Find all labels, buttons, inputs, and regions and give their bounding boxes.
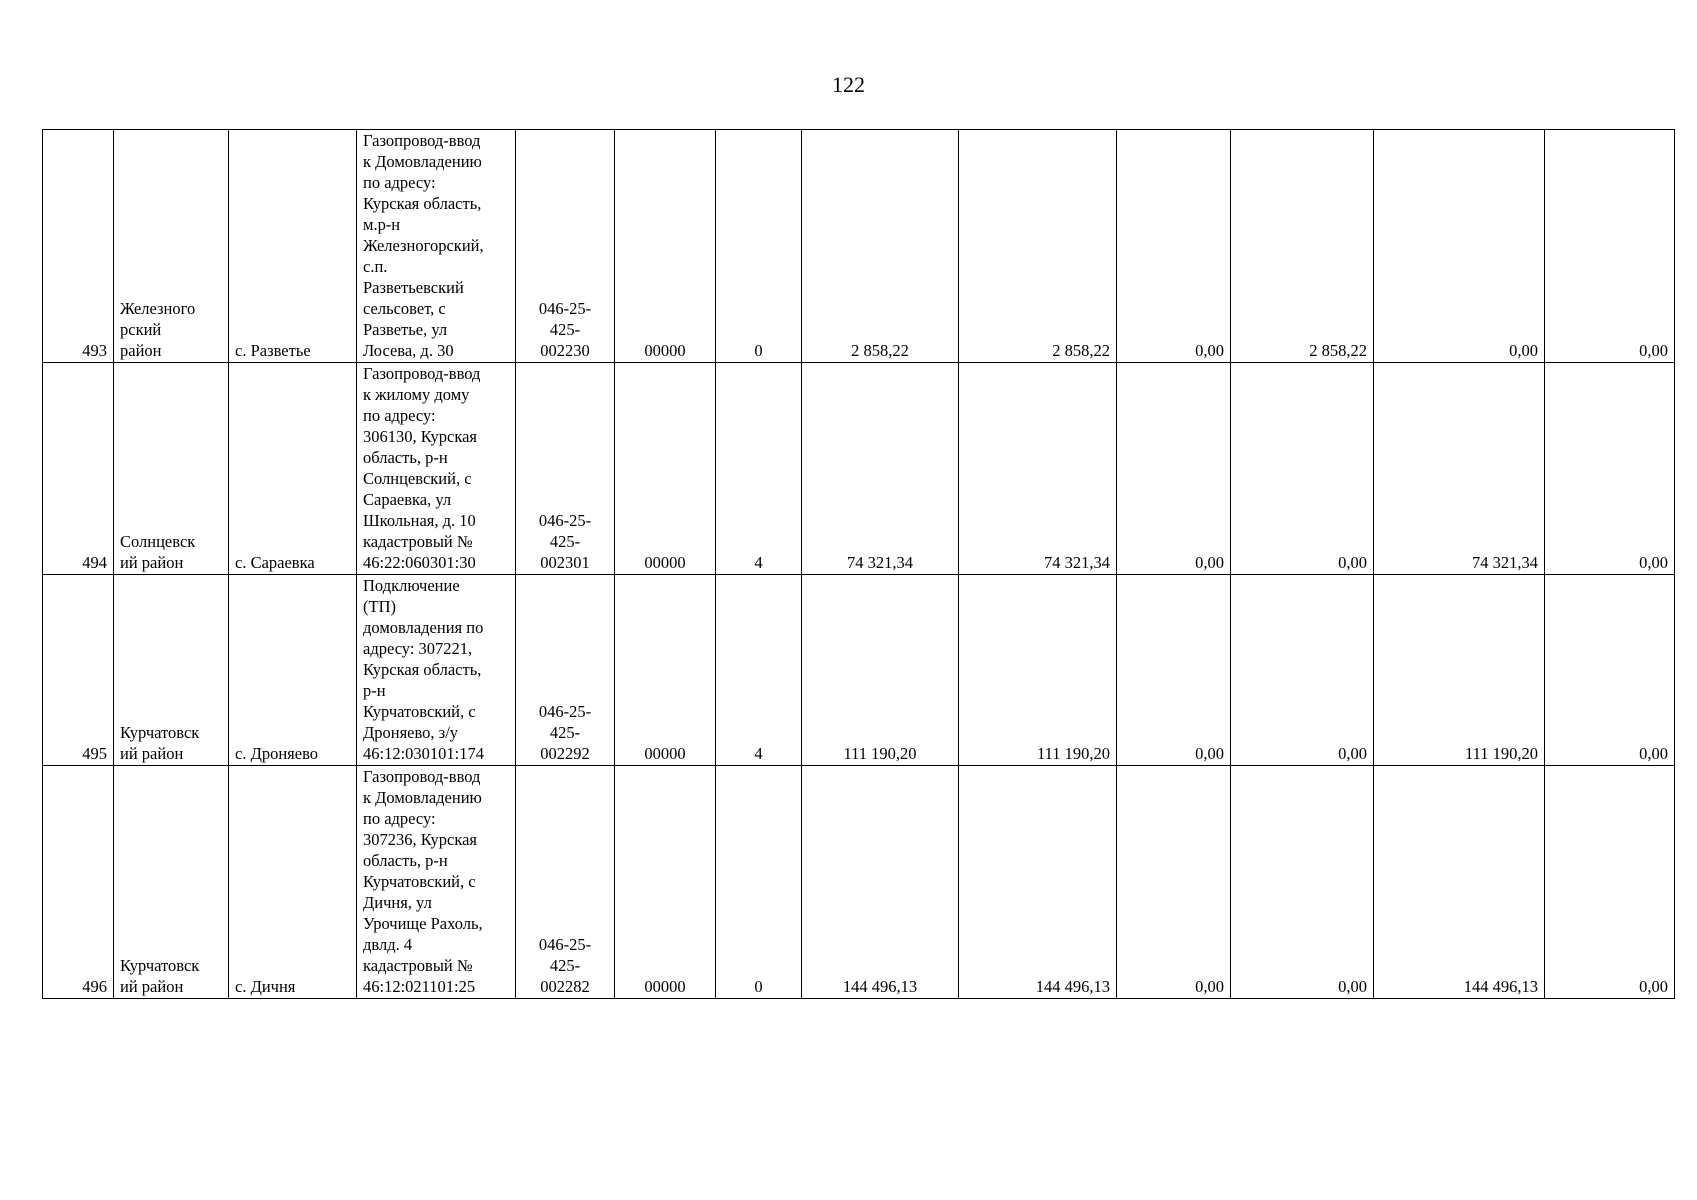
kbk-cell: 00000 bbox=[615, 363, 716, 575]
register-table bbox=[42, 129, 1675, 999]
settlement-cell: с. Дичня bbox=[229, 766, 357, 999]
amount-cell-2: 144 496,13 bbox=[959, 766, 1117, 999]
object-code-cell: 046-25- 425- 002230 bbox=[516, 130, 615, 363]
amount-cell-4: 0,00 bbox=[1231, 766, 1374, 999]
type-cell: 0 bbox=[716, 766, 802, 999]
type-cell: 0 bbox=[716, 130, 802, 363]
settlement-cell: с. Сараевка bbox=[229, 363, 357, 575]
row-number: 495 bbox=[43, 575, 114, 766]
amount-cell-4: 0,00 bbox=[1231, 575, 1374, 766]
amount-cell-2: 74 321,34 bbox=[959, 363, 1117, 575]
amount-cell-4: 2 858,22 bbox=[1231, 130, 1374, 363]
amount-cell-6: 0,00 bbox=[1545, 363, 1675, 575]
table-row bbox=[43, 766, 1675, 999]
row-number: 494 bbox=[43, 363, 114, 575]
settlement-cell: с. Дроняево bbox=[229, 575, 357, 766]
table-row bbox=[43, 363, 1675, 575]
row-number: 496 bbox=[43, 766, 114, 999]
object-code-cell: 046-25- 425- 002292 bbox=[516, 575, 615, 766]
object-code-cell: 046-25- 425- 002301 bbox=[516, 363, 615, 575]
page-number: 122 bbox=[832, 72, 865, 97]
amount-cell-3: 0,00 bbox=[1117, 363, 1231, 575]
district-cell: Солнцевск ий район bbox=[114, 363, 229, 575]
amount-cell-5: 0,00 bbox=[1374, 130, 1545, 363]
amount-cell-6: 0,00 bbox=[1545, 575, 1675, 766]
amount-cell-6: 0,00 bbox=[1545, 766, 1675, 999]
type-cell: 4 bbox=[716, 575, 802, 766]
amount-cell-2: 111 190,20 bbox=[959, 575, 1117, 766]
amount-cell-1: 2 858,22 bbox=[802, 130, 959, 363]
district-cell: Железного рский район bbox=[114, 130, 229, 363]
amount-cell-1: 74 321,34 bbox=[802, 363, 959, 575]
amount-cell-5: 111 190,20 bbox=[1374, 575, 1545, 766]
object-description-cell: Газопровод-ввод к Домовладению по адресу: Курская область, м.р-н Железногорский, с.п. Разветьевский сельсовет, с Разветье, ул Лосева, д. 30 bbox=[357, 130, 516, 363]
object-description-cell: Газопровод-ввод к жилому дому по адресу: 306130, Курская область, р-н Солнцевский, с Сараевка, ул Школьная, д. 10 кадастровый № 46:22:060301:30 bbox=[357, 363, 516, 575]
amount-cell-5: 74 321,34 bbox=[1374, 363, 1545, 575]
amount-cell-3: 0,00 bbox=[1117, 130, 1231, 363]
kbk-cell: 00000 bbox=[615, 575, 716, 766]
amount-cell-3: 0,00 bbox=[1117, 766, 1231, 999]
amount-cell-2: 2 858,22 bbox=[959, 130, 1117, 363]
amount-cell-6: 0,00 bbox=[1545, 130, 1675, 363]
row-number: 493 bbox=[43, 130, 114, 363]
kbk-cell: 00000 bbox=[615, 766, 716, 999]
object-description-cell: Газопровод-ввод к Домовладению по адресу: 307236, Курская область, р-н Курчатовский, с Дичня, ул Урочище Рахоль, двлд. 4 кадастровый № 46:12:021101:25 bbox=[357, 766, 516, 999]
amount-cell-5: 144 496,13 bbox=[1374, 766, 1545, 999]
amount-cell-4: 0,00 bbox=[1231, 363, 1374, 575]
object-code-cell: 046-25- 425- 002282 bbox=[516, 766, 615, 999]
district-cell: Курчатовск ий район bbox=[114, 766, 229, 999]
table-row bbox=[43, 575, 1675, 766]
kbk-cell: 00000 bbox=[615, 130, 716, 363]
type-cell: 4 bbox=[716, 363, 802, 575]
amount-cell-1: 144 496,13 bbox=[802, 766, 959, 999]
amount-cell-1: 111 190,20 bbox=[802, 575, 959, 766]
settlement-cell: с. Разветье bbox=[229, 130, 357, 363]
object-description-cell: Подключение (ТП) домовладения по адресу: 307221, Курская область, р-н Курчатовский, с Дроняево, з/у 46:12:030101:174 bbox=[357, 575, 516, 766]
table-row bbox=[43, 130, 1675, 363]
amount-cell-3: 0,00 bbox=[1117, 575, 1231, 766]
district-cell: Курчатовск ий район bbox=[114, 575, 229, 766]
